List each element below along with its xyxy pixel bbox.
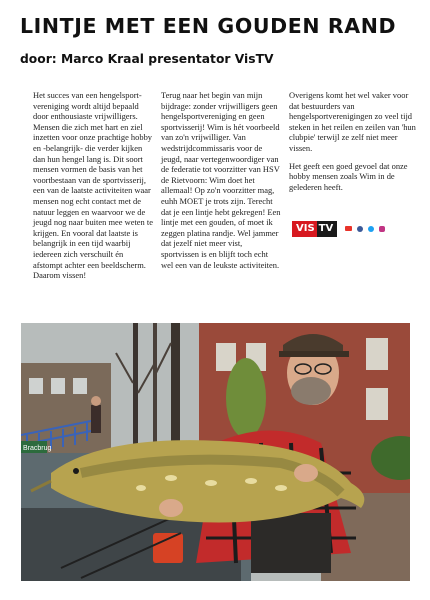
vistv-brand [292,221,385,237]
column-3-paragraph-2: Het geeft een goed gevoel dat onze hobby mensen zoals Wim in de gelederen heeft. [289,160,408,192]
article-column-3 [289,90,420,192]
youtube-icon[interactable] [345,226,352,231]
article-column-1 [33,90,153,281]
column-2-text: Terug naar het begin van mijn bijdrage: zonder vrijwilligers geen hengelsportvereniging en geen sportvisserij! Wim is hét voorbeeld van zo'n vrijwilliger. Van wedstrijdcommissaris voor de jeugd, naar vertegenwoordiger van de federatie tot voorzitter van HSV de Rietvoorn: Wim doet het allemaal! Op zo'n voorzitter mag, euhh MOET je trots zijn. Terecht dat je een lintje hebt gekregen! Een lintje met een gouden, of moet ik zeggen platina randje. Wel jammer dat jezelf niet meer vist, sportvissen is en blijft toch echt wel een van de leukste activiteiten. [161,90,281,270]
photo-angler-with-pike [21,323,410,581]
social-links [345,226,385,232]
facebook-icon[interactable] [357,226,363,232]
article-column-2 [161,90,282,270]
article-photo [21,323,410,581]
vistv-logo-vis: VIS [292,221,317,237]
column-1-text: Het succes van een hengelsport-vereniging wordt altijd bepaald door enthousiaste vrijwilligers. Mensen die zich met hart en ziel inzetten voor onze prachtige hobby en -belangrijk- die verder kijken dan hun hengel lang is. Dit soort mensen vormen de basis van het voortbestaan van de sportvisserij, een van de laatste activiteiten waar mensen nog echt contact met de natuur leggen en waarvoor we de jeugd nog naar buiten mee weten te krijgen. En vooral dat laatste is belangrijk in een tijd waarbij iedereen zich verschuilt én afstompt achter een beeldscherm. Daarom vissen! [33,90,153,281]
column-3-paragraph-1: Overigens komt het wel vaker voor dat bestuurders van hengelsportverenigingen zo veel tijd steken in het reilen en zeilen van 'hun clubpie' terwijl ze zelf niet meer vissen. [289,90,416,153]
vistv-logo-tv: TV [317,221,338,237]
instagram-icon[interactable] [379,226,385,232]
article-title: LINTJE MET EEN GOUDEN RAND [20,14,397,38]
vistv-logo [292,221,337,237]
article-byline: door: Marco Kraal presentator VisTV [20,52,274,66]
bridge-sign-text: Bracbrug [23,445,52,452]
twitter-icon[interactable] [368,226,374,232]
